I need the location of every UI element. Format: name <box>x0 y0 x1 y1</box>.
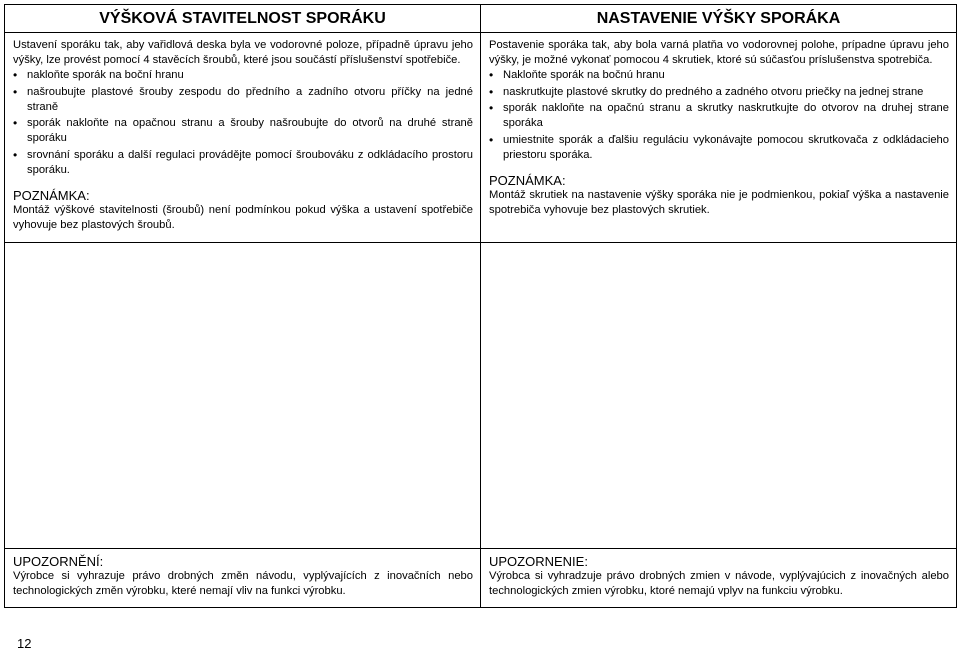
list-item: • srovnání sporáku a další regulaci provádějte pomocí šroubováku z odkládacího prostoru sporáku. <box>13 148 473 178</box>
left-instructions-cell <box>5 33 481 243</box>
left-title: VÝŠKOVÁ STAVITELNOST SPORÁKU <box>5 5 481 33</box>
list-item: • našroubujte plastové šrouby zespodu do předního a zadního otvoru příčky na jedné straně <box>13 85 473 115</box>
left-warning-text: Výrobce si vyhrazuje právo drobných změn návodu, vyplývajících z inovačních nebo technologických změn výrobku, které nemají vliv na funkci výrobku. <box>13 570 473 597</box>
list-item: • umiestnite sporák a ďalšiu reguláciu vykonávajte pomocou skrutkovača z odkládacieho priestoru sporáka. <box>489 133 949 163</box>
left-steps-list <box>13 68 473 178</box>
left-note-text: Montáž výškové stavitelnosti (šroubů) není podmínkou pokud výška a ustavení spotřebiče vyhovuje bez plastových šroubů. <box>13 203 473 231</box>
right-warning-text: Výrobca si vyhradzuje právo drobných zmien v návode, vyplývajúcich z inovačných alebo technologických zmien výrobku, ktoré nemajú vplyv na funkciu výrobku. <box>489 570 949 597</box>
right-note-label: POZNÁMKA: <box>489 172 566 188</box>
page-number: 12 <box>17 636 32 651</box>
content-table <box>4 4 957 608</box>
left-note-label: POZNÁMKA: <box>13 187 90 203</box>
list-item: • sporák nakloňte na opačnú stranu a skrutky naskrutkujte do otvorov na druhej strane sporáka <box>489 101 949 131</box>
right-note-text: Montáž skrutiek na nastavenie výšky sporáka nie je podmienkou, pokiaľ výška a nastavenie spotrebiča vyhovuje bez plastových skrutiek. <box>489 188 949 216</box>
right-steps-list <box>489 68 949 163</box>
left-warning-label: UPOZORNĚNÍ: <box>13 554 104 569</box>
right-warning-cell <box>481 549 957 608</box>
left-empty-cell <box>5 243 481 549</box>
manual-page <box>4 4 956 614</box>
right-instructions-cell <box>481 33 957 243</box>
left-warning-cell <box>5 549 481 608</box>
right-empty-cell <box>481 243 957 549</box>
list-item: • naskrutkujte plastové skrutky do predného a zadného otvoru priečky na jednej strane <box>489 85 949 100</box>
right-warning-label: UPOZORNENIE: <box>489 554 588 569</box>
list-item: • sporák nakloňte na opačnou stranu a šrouby našroubujte do otvorů na druhé straně sporáku <box>13 116 473 146</box>
list-item: • Nakloňte sporák na bočnú hranu <box>489 68 949 83</box>
left-intro: Ustavení sporáku tak, aby vařidlová deska byla ve vodorovné poloze, případně úpravu jeho výšky, lze provést pomocí 4 stavěcích šroubů, které jsou součástí příslušenství spotřebiče. <box>13 39 473 66</box>
right-intro: Postavenie sporáka tak, aby bola varná platňa vo vodorovnej polohe, prípadne úpravu jeho výšky, je možné vykonať pomocou 4 skrutiek, ktoré sú súčasťou príslušenstva spotrebiča. <box>489 39 949 66</box>
right-title: NASTAVENIE VÝŠKY SPORÁKA <box>481 5 957 33</box>
list-item: • nakloňte sporák na boční hranu <box>13 68 473 83</box>
